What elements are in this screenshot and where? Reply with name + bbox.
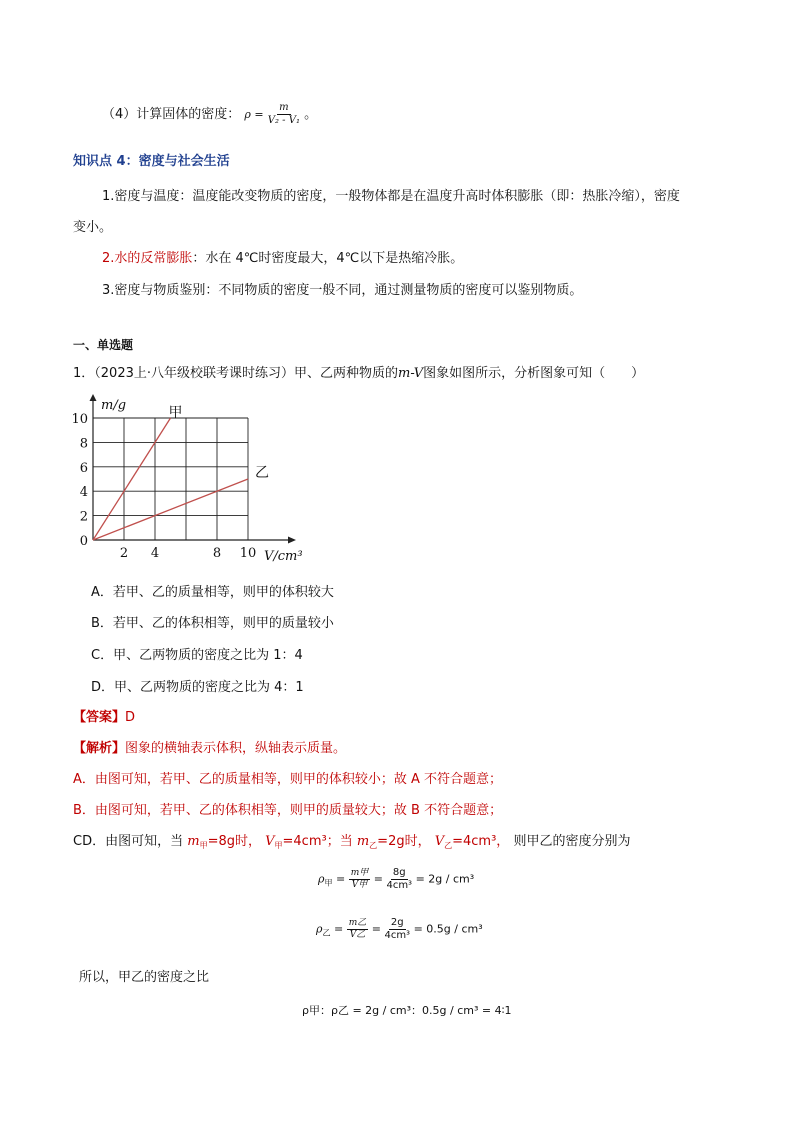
formula-suffix: 。 <box>304 107 318 122</box>
analysis-so: 所以，甲乙的密度之比 <box>79 970 210 985</box>
y-axis-label: m/g <box>101 398 127 413</box>
series-label: 甲 <box>168 405 183 421</box>
eq2-fraction-2 <box>384 918 410 941</box>
cd-v1: V <box>265 834 275 849</box>
formula-rho: ρ = <box>244 108 264 121</box>
eq2-result: = 0.5g / cm³ <box>413 922 483 936</box>
eq2-fraction-1 <box>347 919 369 940</box>
question-text-2: 图象如图所示，分析图象可知（ ） <box>423 366 645 381</box>
eq1-frac2-den: 4cm³ <box>386 880 413 891</box>
cd-m1: m <box>187 834 200 849</box>
equation-1 <box>318 868 474 891</box>
y-tick-label: 2 <box>79 509 88 525</box>
cd-v1-sub: 甲 <box>274 841 283 850</box>
cd-m1-val: =8g时， <box>207 834 261 849</box>
x-tick-label: 10 <box>239 546 257 561</box>
eq2-lhs: ρ <box>316 922 323 936</box>
x-axis-label: V/cm³ <box>264 549 303 564</box>
cd-v2-sub: 乙 <box>444 841 453 850</box>
eq1-equals-2: = <box>373 872 383 886</box>
cd-v1-val: =4cm³；当 <box>282 834 353 849</box>
analysis-a: A．由图可知，若甲、乙的质量相等，则甲的体积较小；故 A 不符合题意； <box>73 772 503 787</box>
cd-suffix: 则甲乙的密度分别为 <box>513 834 631 849</box>
density-fraction <box>268 103 300 126</box>
eq1-equals-1: = <box>335 872 346 886</box>
y-tick-label: 0 <box>79 534 88 549</box>
eq2-equals-1: = <box>333 922 344 936</box>
eq1-fraction-2 <box>386 868 412 891</box>
eq1-frac2-num: 8g <box>392 867 406 878</box>
eq1-fraction-1 <box>349 869 371 890</box>
eq1-frac1-num: m甲 <box>350 868 369 878</box>
fraction-numerator: m <box>279 102 289 113</box>
analysis-label: 【解析】 <box>73 741 126 756</box>
cd-v2: V <box>434 834 445 849</box>
equation-2 <box>316 918 483 941</box>
x-axis-arrow <box>288 537 296 544</box>
cd-prefix: CD．由图可知，当 <box>73 834 184 849</box>
analysis-intro-text: 图象的横轴表示体积，纵轴表示质量。 <box>125 741 347 756</box>
question-heading: 一、单选题 <box>73 338 134 352</box>
cd-v2-val: =4cm³， <box>452 834 510 849</box>
eq2-lhs-sub: 乙 <box>322 928 331 938</box>
y-tick-label: 10 <box>71 412 88 427</box>
question-number: 1． <box>73 366 95 381</box>
eq1-lhs-sub: 甲 <box>324 878 333 888</box>
answer <box>73 706 135 725</box>
answer-label: 【答案】 <box>73 710 126 725</box>
analysis-intro <box>73 737 346 756</box>
analysis-b: B．由图可知，若甲、乙的体积相等，则甲的质量较大；故 B 不符合题意； <box>73 803 503 818</box>
mv-chart <box>70 393 303 568</box>
paragraph-2 <box>102 247 463 266</box>
paragraph-1-line-2: 变小。 <box>73 220 113 235</box>
paragraph-2-label: 2.水的反常膨胀 <box>102 251 193 266</box>
answer-value: D <box>125 710 136 725</box>
option-c: C．甲、乙两物质的密度之比为 1：4 <box>91 648 303 663</box>
section-title: 知识点 4：密度与社会生活 <box>73 154 230 169</box>
question-mv: m-V <box>398 366 424 381</box>
eq1-lhs: ρ <box>318 872 325 886</box>
cd-m1-sub: 甲 <box>199 841 208 850</box>
x-tick-label: 4 <box>150 546 160 561</box>
cd-m2-val: =2g时， <box>377 834 431 849</box>
x-tick-label: 2 <box>119 546 129 561</box>
chart-grid <box>93 418 248 540</box>
option-d: D．甲、乙两物质的密度之比为 4：1 <box>91 680 304 695</box>
paragraph-2-text: ：水在 4℃时密度最大，4℃以下是热缩冷胀。 <box>192 251 464 266</box>
paragraph-1-line-1: 1.密度与温度：温度能改变物质的密度，一般物体都是在温度升高时体积膨胀（即：热胀冷缩），密度 <box>102 189 680 204</box>
eq2-frac2-den: 4cm³ <box>384 930 411 941</box>
question-text: （2023上·八年级校联考课时练习）甲、乙两种物质的 <box>94 366 398 381</box>
option-b: B．若甲、乙的体积相等，则甲的质量较小 <box>91 616 334 631</box>
y-axis-arrow <box>90 394 97 401</box>
series-line-jia <box>93 418 171 540</box>
x-tick-label: 8 <box>212 546 222 561</box>
eq2-equals-2: = <box>371 922 381 936</box>
formula-line <box>102 103 317 126</box>
series-line-yi <box>93 479 248 540</box>
series-label: 乙 <box>255 465 269 481</box>
chart-series <box>93 405 269 540</box>
eq1-result: = 2g / cm³ <box>415 872 475 886</box>
y-tick-label: 6 <box>79 460 88 476</box>
eq2-frac1-num: m乙 <box>348 918 367 928</box>
cd-m2: m <box>356 834 370 849</box>
option-a: A．若甲、乙的质量相等，则甲的体积较大 <box>91 585 334 600</box>
question-1 <box>73 362 644 381</box>
equation-3: ρ甲：ρ乙 = 2g / cm³：0.5g / cm³ = 4∶1 <box>302 1004 512 1017</box>
y-tick-label: 4 <box>79 485 88 501</box>
y-tick-label: 8 <box>79 436 88 452</box>
paragraph-3: 3.密度与物质鉴别：不同物质的密度一般不同，通过测量物质的密度可以鉴别物质。 <box>102 283 583 298</box>
fraction-denominator: V₂ - V₁ <box>267 115 300 126</box>
eq2-frac1-den: V乙 <box>349 930 366 940</box>
eq1-frac1-den: V甲 <box>351 880 368 890</box>
formula-prefix: （4）计算固体的密度： <box>102 107 241 122</box>
analysis-cd <box>73 830 630 851</box>
cd-m2-sub: 乙 <box>369 841 378 850</box>
eq2-frac2-num: 2g <box>390 917 404 928</box>
